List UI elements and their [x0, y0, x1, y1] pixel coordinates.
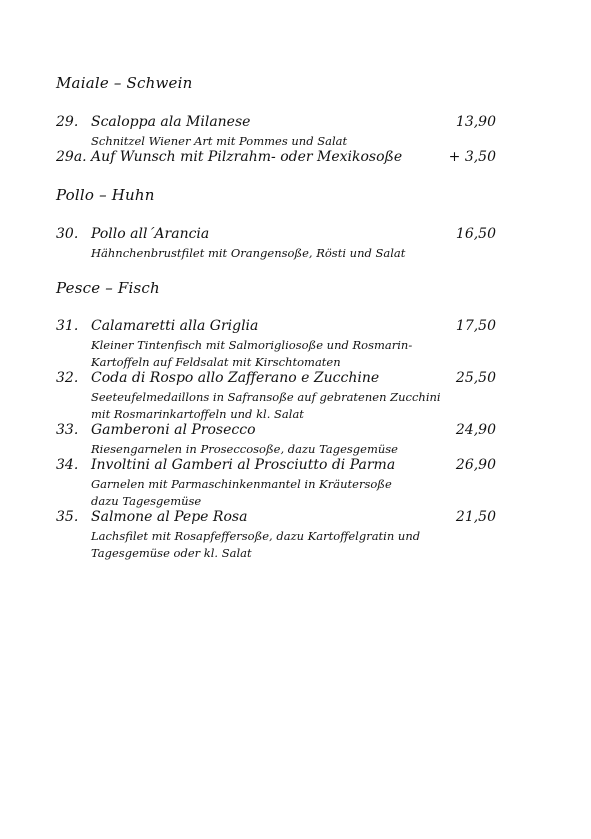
item-number: 30. [56, 226, 79, 242]
item-price: 13,90 [455, 114, 496, 130]
item-name: Pollo all´Arancia [91, 226, 210, 242]
item-description: mit Rosmarinkartoffeln und kl. Salat [91, 407, 304, 421]
item-description: Hähnchenbrustfilet mit Orangensoße, Rösti und Salat [91, 246, 406, 260]
section-title-huhn: Pollo – Huhn [56, 186, 155, 204]
item-number: 32. [56, 370, 79, 386]
menu-item-30 [56, 226, 496, 262]
item-number: 34. [56, 457, 79, 473]
item-description: Lachsfilet mit Rosapfeffersoße, dazu Kartoffelgratin und [91, 529, 421, 543]
menu-item-35 [56, 509, 496, 562]
menu-item-29a [56, 149, 496, 168]
item-number: 35. [56, 509, 79, 525]
item-name: Coda di Rospo allo Zafferano e Zucchine [91, 370, 380, 386]
item-price: 16,50 [455, 226, 496, 242]
item-description: Kleiner Tintenfisch mit Salmorigliosoße und Rosmarin- [91, 338, 413, 352]
item-description: Riesengarnelen in Proseccosoße, dazu Tagesgemüse [91, 442, 398, 456]
item-description: Tagesgemüse oder kl. Salat [91, 546, 252, 560]
item-name: Salmone al Pepe Rosa [91, 509, 248, 525]
item-price: 21,50 [455, 509, 496, 525]
item-number: 31. [56, 318, 79, 334]
item-name: Gamberoni al Prosecco [91, 422, 256, 438]
menu-item-34 [56, 457, 496, 510]
item-description: Schnitzel Wiener Art mit Pommes und Salat [91, 134, 348, 148]
item-price: 26,90 [455, 457, 496, 473]
menu-item-31 [56, 318, 496, 371]
item-description: Seeteufelmedaillons in Safransoße auf gebratenen Zucchini [91, 390, 441, 404]
item-price: 17,50 [455, 318, 496, 334]
item-name: Scaloppa ala Milanese [91, 114, 251, 130]
item-name: Calamaretti alla Griglia [91, 318, 259, 334]
item-number: 29. [56, 114, 79, 130]
menu-item-33 [56, 422, 496, 458]
item-description: Kartoffeln auf Feldsalat mit Kirschtomaten [91, 355, 341, 369]
item-name: Involtini al Gamberi al Prosciutto di Parma [91, 457, 396, 473]
section-title-fisch: Pesce – Fisch [56, 279, 160, 297]
item-description: dazu Tagesgemüse [91, 494, 202, 508]
menu-item-29 [56, 114, 496, 150]
item-description: Garnelen mit Parmaschinkenmantel in Kräutersoße [91, 477, 392, 491]
item-number: 29a. [56, 149, 87, 165]
item-number: 33. [56, 422, 79, 438]
item-price: 25,50 [455, 370, 496, 386]
section-title-schwein: Maiale – Schwein [56, 74, 193, 92]
item-name: Auf Wunsch mit Pilzrahm- oder Mexikosoße [91, 149, 403, 165]
item-price: 24,90 [455, 422, 496, 438]
menu-item-32 [56, 370, 496, 423]
item-price: + 3,50 [448, 149, 496, 165]
